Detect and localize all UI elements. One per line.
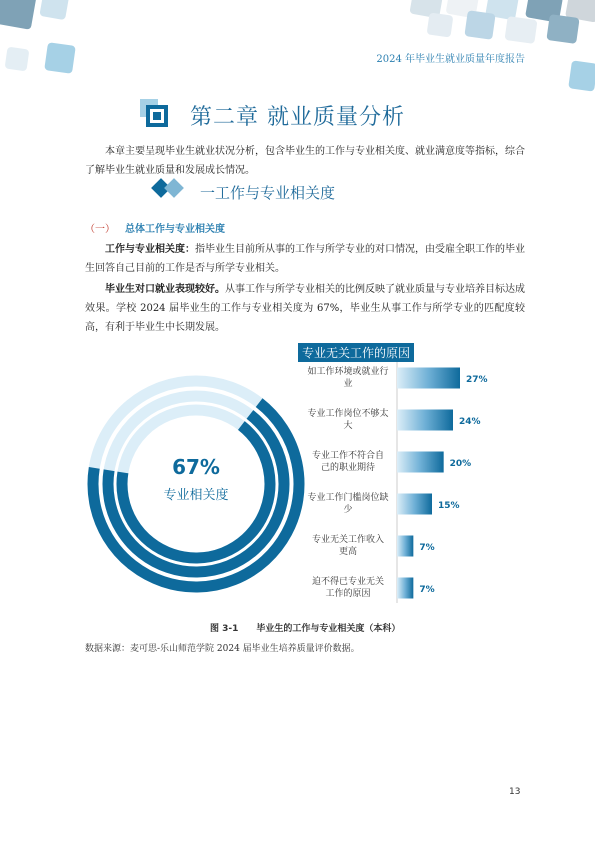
finding-text: 从事工作与所学专业相关的比例反映了就业质量与专业培养目标达成效果。学校 2024 届毕业生的工作与专业相关度为 67%，毕业生从事工作与所学专业的匹配度较高，有利于毕业生中长期发展。	[85, 284, 525, 333]
figure-caption-text: 毕业生的工作与专业相关度（本科）	[256, 624, 401, 634]
bar-category-label: 大	[343, 421, 353, 431]
bar-category-label: 更高	[338, 547, 358, 557]
figure-caption	[210, 621, 400, 634]
bar	[397, 452, 444, 473]
chapter-title: 第二章 就业质量分析	[190, 105, 405, 130]
bar-category-label: 己的职业期待	[320, 463, 376, 473]
bar-category-label: 迫不得已专业无关	[311, 577, 385, 587]
bar-category-label: 少	[343, 505, 353, 515]
bar	[397, 494, 432, 515]
bar	[397, 578, 413, 599]
donut-center-label: 专业相关度	[163, 488, 229, 503]
bar	[397, 536, 413, 557]
bar-category-label: 专业无关工作收入	[311, 535, 385, 545]
bar-value-label: 24%	[459, 417, 481, 427]
bar-category-label: 如工作环境或就业行	[307, 367, 389, 377]
bar	[397, 410, 453, 431]
page-number: 13	[509, 787, 521, 797]
bar	[397, 368, 460, 389]
running-header: 2024 年毕业生就业质量年度报告	[376, 54, 525, 65]
bar-chart-title: 专业无关工作的原因	[301, 346, 411, 360]
data-source-note: 数据来源：麦可思-乐山师范学院 2024 届毕业生培养质量评价数据。	[85, 644, 360, 654]
figure-number: 图 3-1	[210, 624, 239, 634]
bar-category-label: 业	[343, 379, 353, 389]
bar-value-label: 7%	[419, 585, 435, 595]
finding-term: 毕业生对口就业表现较好。	[105, 284, 225, 295]
bar-category-label: 工作的原因	[325, 589, 371, 599]
bar-category-label: 专业工作门槛岗位缺	[307, 493, 389, 503]
donut-center-value: 67%	[172, 455, 220, 479]
definition-text: 指毕业生目前所从事的工作与所学专业的对口情况，由受雇全职工作的毕业生回答自己目前的工作是否与所学专业相关。	[85, 244, 525, 274]
bar-value-label: 20%	[449, 459, 472, 469]
bar-category-label: 专业工作岗位不够太	[307, 409, 389, 419]
bar-value-label: 7%	[419, 543, 435, 553]
section-title: 一工作与专业相关度	[200, 184, 336, 202]
bar-value-label: 27%	[466, 375, 488, 385]
bar-category-label: 专业工作不符合自	[311, 451, 385, 461]
bar-value-label: 15%	[438, 501, 460, 511]
subsection-number: （一）	[85, 224, 115, 235]
subsection-title: 总体工作与专业相关度	[125, 224, 225, 235]
intro-paragraph: 本章主要呈现毕业生就业状况分析，包含毕业生的工作与专业相关度、就业满意度等指标，综合了解毕业生就业质量和发展成长情况。	[85, 146, 525, 176]
definition-term: 工作与专业相关度：	[105, 244, 195, 255]
